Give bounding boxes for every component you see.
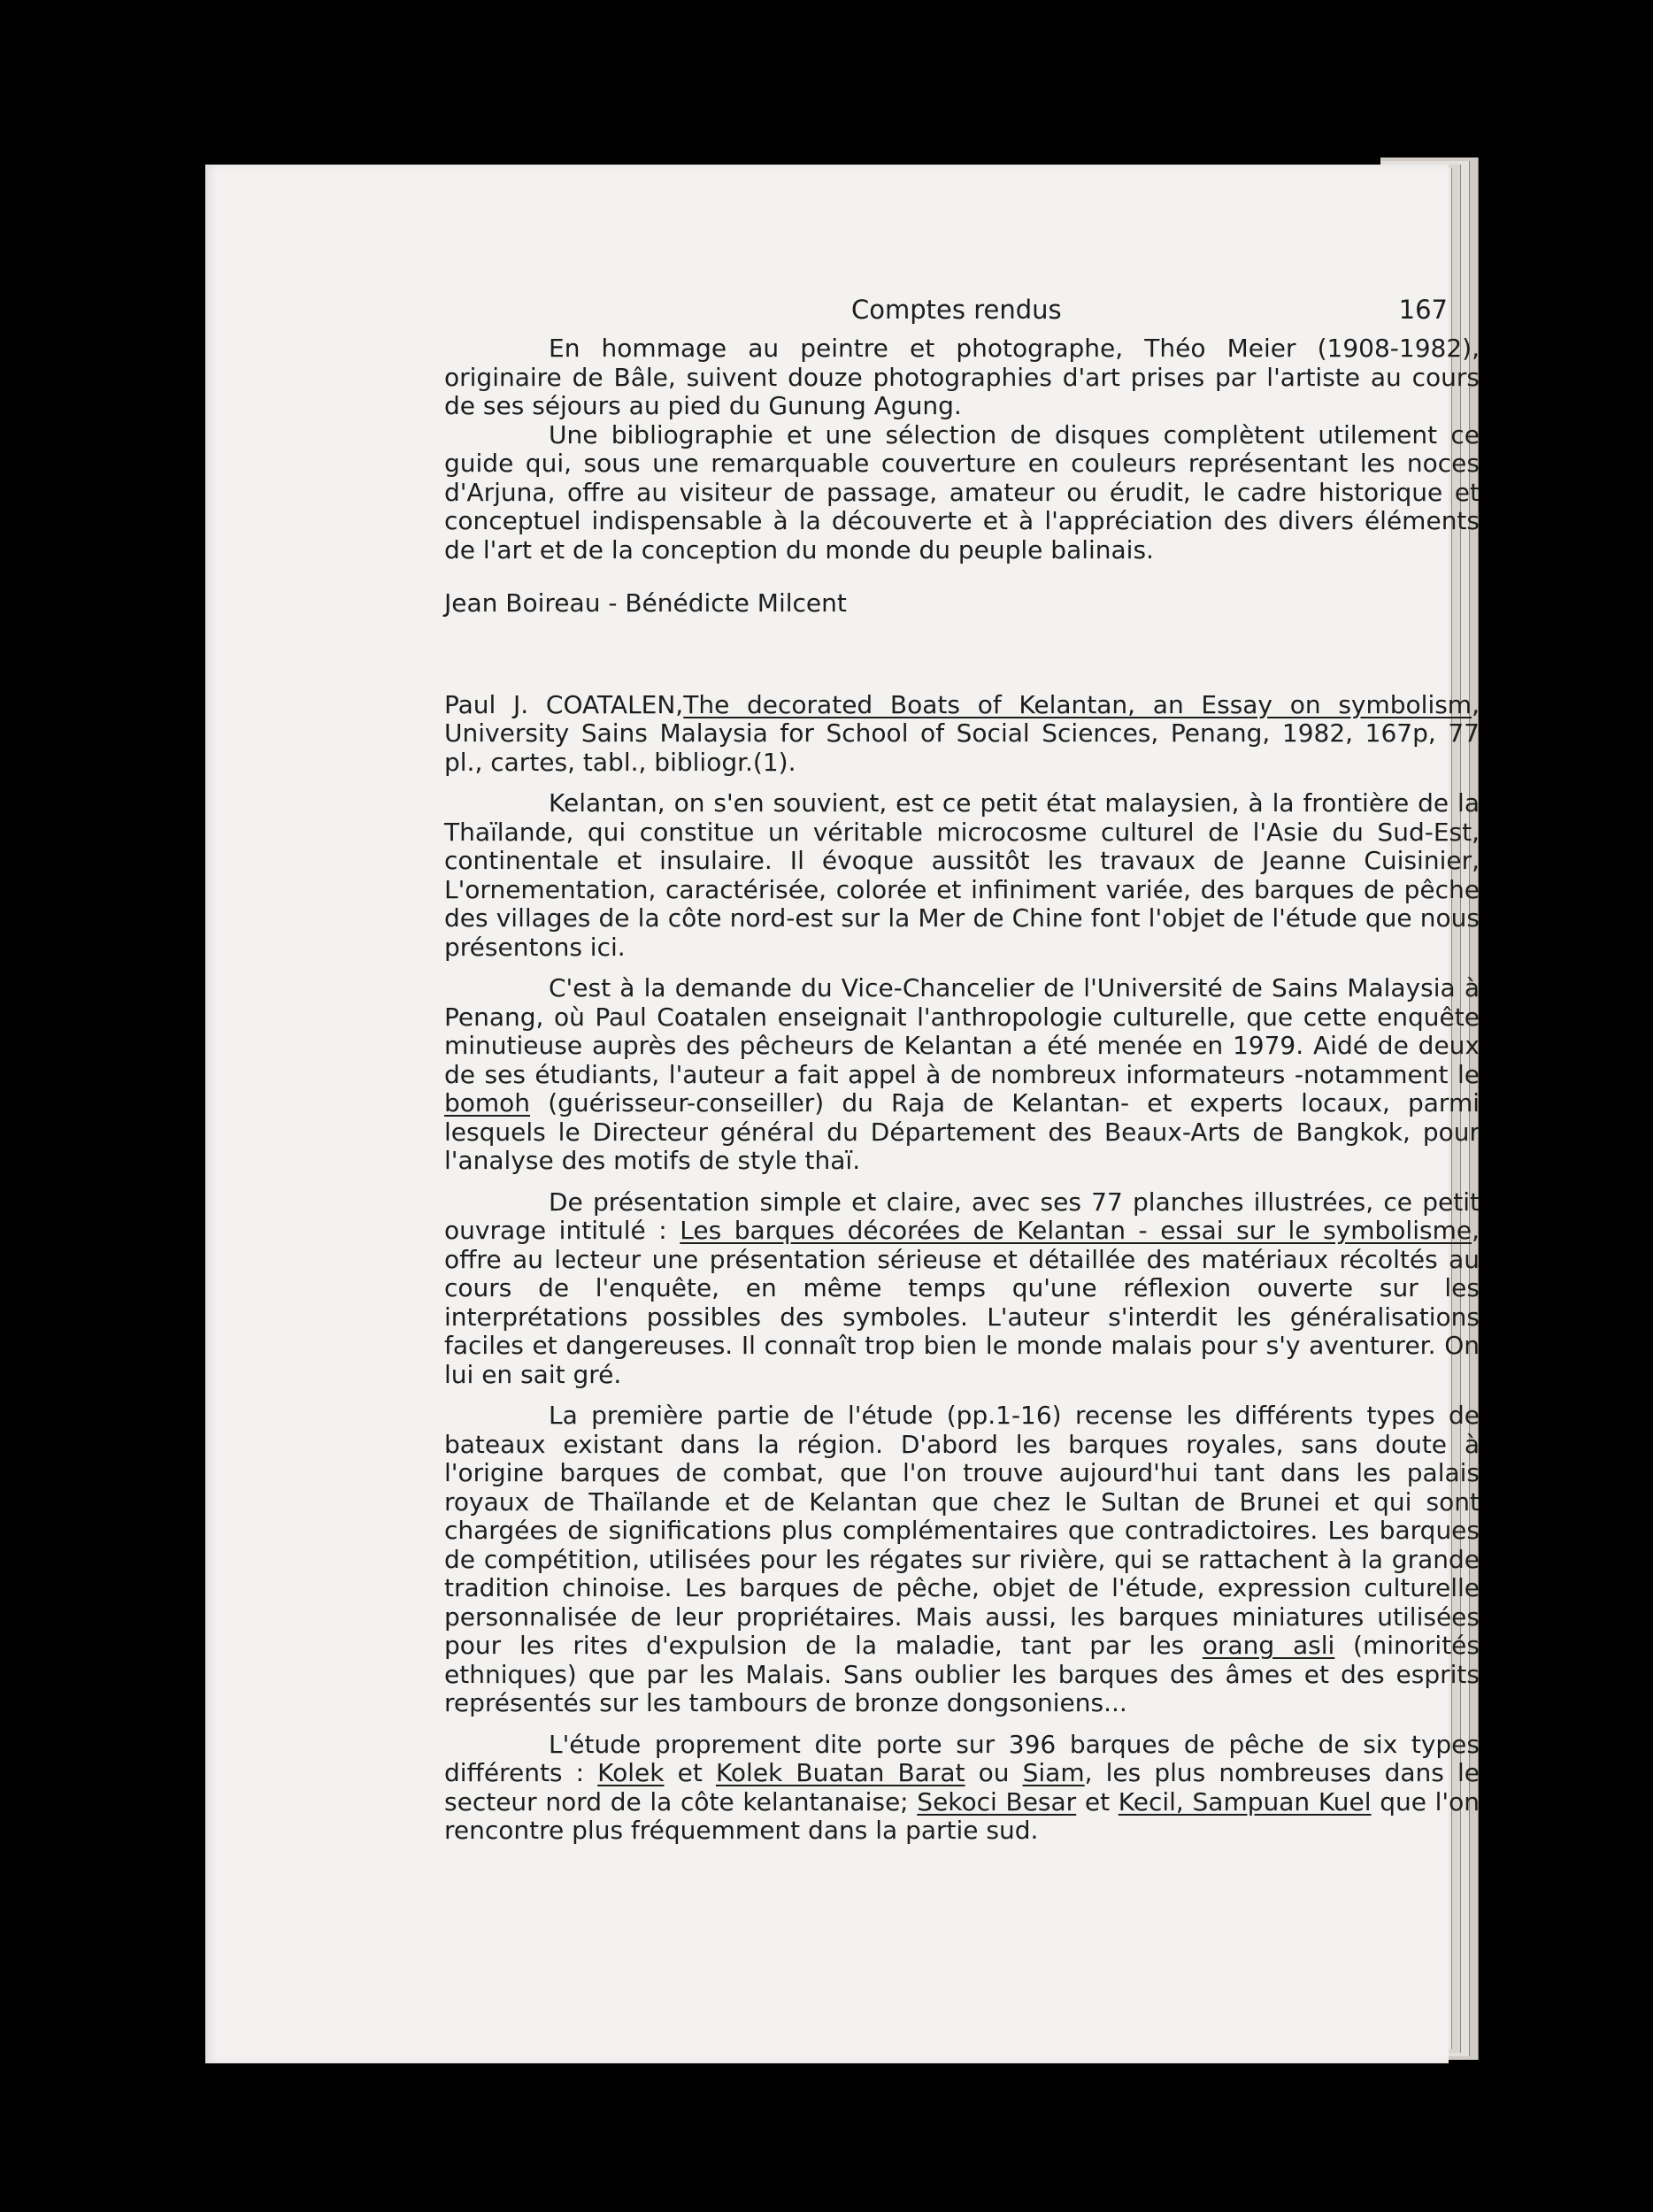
review2-paragraph-2: [444, 974, 1480, 1176]
page-number: 167: [1398, 295, 1448, 325]
review2-reference: [444, 691, 1480, 778]
review1-paragraph-2: Une bibliographie et une sélection de disques complètent utilement ce guide qui, sous une remarquable couverture en couleurs représentant les noces d'Arjuna, offre au visiteur de passage, amateur ou érudit, le cadre historique et conceptuel indispensable à la découverte et à l'appréciation des divers éléments de l'art et de la conception du monde du peuple balinais.: [444, 419, 1480, 565]
running-head: [444, 296, 1480, 334]
text-run: (minorités ethniques) que par les Malais. Sans oublier les barques des âmes et des esprits représentés sur les tambours de bronze dongsoniens...: [444, 1631, 1480, 1717]
text-run: C'est à la demande du Vice-Chancelier de l'Université de Sains Malaysia à Penang, où Paul Coatalen enseignait l'anthropologie culturelle, que cette enquête minutieuse auprès des pêcheurs de Kelantan a été menée en 1979. Aidé de deux de ses étudiants, l'auteur a fait appel à de nombreux informateurs -notamment le: [444, 973, 1480, 1089]
text-run: (guérisseur-conseiller) du Raja de Kelantan- et experts locaux, parmi lesquels le Directeur général du Département des Beaux-Arts de Bangkok, pour l'analyse des motifs de style thaï.: [444, 1088, 1480, 1175]
underlined-term: Kolek: [597, 1758, 665, 1787]
book-page: [205, 165, 1480, 2063]
review2-paragraph-5: [444, 1731, 1480, 1846]
review1-signature: Jean Boireau - Bénédicte Milcent: [444, 588, 847, 618]
underlined-term: bomoh: [444, 1088, 531, 1118]
ref-title: The decorated Boats of Kelantan, an Essay on symbolism: [683, 689, 1472, 719]
text-run: De présentation simple et claire, avec ses 77 planches illustrées, ce petit ouvrage intitulé :: [444, 1187, 1480, 1245]
review2-paragraph-4: [444, 1402, 1480, 1718]
text-run: , les plus nombreuses dans le secteur nord de la côte kelantanaise;: [444, 1758, 1480, 1816]
ref-details: , University Sains Malaysia for School of Social Sciences, Penang, 1982, 167p, 77 pl., cartes, tabl., bibliogr.(1).: [444, 689, 1480, 777]
underlined-title: Les barques décorées de Kelantan - essai sur le symbolisme: [680, 1216, 1472, 1245]
page-text-block: [444, 296, 1480, 1846]
review2-paragraph-3: [444, 1188, 1480, 1390]
running-title: Comptes rendus: [851, 295, 1062, 325]
text-run: et: [664, 1758, 716, 1787]
underlined-term: orang asli: [1202, 1631, 1335, 1660]
text-run: ou: [965, 1758, 1023, 1787]
text-run: L'étude proprement dite porte sur 396 barques de pêche de six types différents :: [444, 1729, 1480, 1787]
text-run: La première partie de l'étude (pp.1-16) recense les différents types de bateaux existant dans la région. D'abord les barques royales, sans doute à l'origine barques de combat, que l'on trouve aujourd'hui tant dans les palais royaux de Thaïlande et de Kelantan que chez le Sultan de Brunei et qui sont chargées de significations plus complémentaires que contradictoires. Les barques de compétition, utilisées pour les régates sur rivière, qui se rattachent à la grande tradition chinoise. Les barques de pêche, objet de l'étude, expression culturelle personnalisée de leur propriétaires. Mais aussi, les barques miniatures utilisées pour les rites d'expulsion de la maladie, tant par les: [444, 1401, 1480, 1660]
text-run: et: [1076, 1786, 1119, 1816]
review2-paragraph-1: Kelantan, on s'en souvient, est ce petit état malaysien, à la frontière de la Thaïlande, qui constitue un véritable microcosme culturel de l'Asie du Sud-Est, continentale et insulaire. Il évoque aussitôt les travaux de Jeanne Cuisinier, L'ornementation, caractérisée, colorée et infiniment variée, des barques de pêche des villages de la côte nord-est sur la Mer de Chine font l'objet de l'étude que nous présentons ici.: [444, 788, 1480, 962]
underlined-term: Siam: [1022, 1758, 1085, 1787]
review1-paragraph-1: En hommage au peintre et photographe, Théo Meier (1908-1982), originaire de Bâle, suivent douze photographies d'art prises par l'artiste au cours de ses séjours au pied du Gunung Agung.: [444, 334, 1480, 420]
underlined-term: Kolek Buatan Barat: [715, 1758, 965, 1787]
underlined-term: Kecil, Sampuan Kuel: [1118, 1786, 1372, 1816]
text-run: que l'on rencontre plus fréquemment dans la partie sud.: [444, 1786, 1480, 1845]
ref-author: Paul J. COATALEN,: [444, 689, 684, 719]
underlined-term: Sekoci Besar: [917, 1786, 1077, 1816]
text-run: , offre au lecteur une présentation sérieuse et détaillée des matériaux récoltés au cours de l'enquête, en même temps qu'une réflexion ouverte sur les interprétations possibles des symboles. L'auteur s'interdit les généralisations faciles et dangereuses. Il connaît trop bien le monde malais pour s'y aventurer. On lui en sait gré.: [444, 1216, 1480, 1389]
